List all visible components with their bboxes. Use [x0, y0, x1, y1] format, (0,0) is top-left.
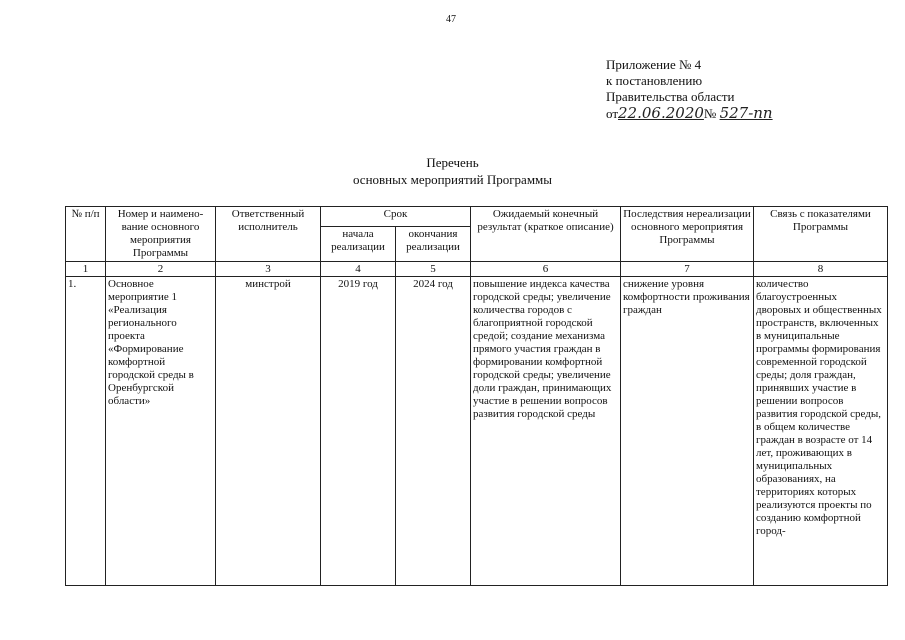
header-link: Связь с показателями Программы [754, 207, 888, 262]
column-number: 1 [66, 262, 106, 277]
appendix-line-3: Правительства области [606, 89, 735, 104]
table-row [66, 277, 888, 586]
header-term-end: окончания реализации [396, 226, 471, 261]
row-indicator-link: количество благоустроенных дворовых и общественных пространств, включенных в муниципальные программы формирования современной городской среды; доля граждан, принявших участие в решении вопросов развития городской среды, в общем количестве граждан в возрасте от 14 лет, проживающих в муниципальных образованиях, на территориях которых реализуются проекты по созданию комфортной город- [754, 277, 888, 586]
header-consequences: Последствия нереализации основного мероприятия Программы [621, 207, 754, 262]
date-prefix: от [606, 106, 619, 121]
column-number: 4 [321, 262, 396, 277]
number-prefix: № [703, 106, 717, 121]
column-number: 3 [216, 262, 321, 277]
column-number: 5 [396, 262, 471, 277]
header-responsible: Ответственный исполнитель [216, 207, 321, 262]
row-num: 1. [66, 277, 106, 586]
handwritten-date: 22.06.2020 [618, 104, 704, 122]
header-name: Номер и наимено-вание основного мероприятия Программы [106, 207, 216, 262]
appendix-line-2: к постановлению [606, 73, 703, 88]
page-number: 47 [446, 14, 456, 25]
row-start-year: 2019 год [321, 277, 396, 586]
header-num: № п/п [66, 207, 106, 262]
measures-table [65, 206, 888, 586]
row-expected-result: повышение индекса качества городской среды; увеличение количества городов с благоприятной городской средой; создание механизма прямого участия граждан в формировании комфортной городской среды; увеличение доли граждан, принимающих участие в решении вопросов развития городской среды [471, 277, 621, 586]
row-responsible: минстрой [216, 277, 321, 586]
appendix-block [606, 57, 773, 122]
column-number: 6 [471, 262, 621, 277]
column-number-row [66, 262, 888, 277]
column-number: 2 [106, 262, 216, 277]
header-result: Ожидаемый конечный результат (краткое описание) [471, 207, 621, 262]
handwritten-number: 527-пп [719, 104, 773, 122]
header-term-start: начала реализации [321, 226, 396, 261]
header-term: Срок [321, 207, 471, 227]
appendix-date-line [606, 105, 773, 122]
document-subtitle: основных мероприятий Программы [352, 172, 553, 187]
header-row [66, 207, 888, 227]
document-title: Перечень [426, 155, 479, 170]
column-number: 8 [754, 262, 888, 277]
row-end-year: 2024 год [396, 277, 471, 586]
row-consequences: снижение уровня комфортности проживания граждан [621, 277, 754, 586]
column-number: 7 [621, 262, 754, 277]
appendix-line-1: Приложение № 4 [606, 57, 702, 72]
row-measure-name: Основное мероприятие 1 «Реализация регионального проекта «Формирование комфортной городской среды в Оренбургской области» [106, 277, 216, 586]
